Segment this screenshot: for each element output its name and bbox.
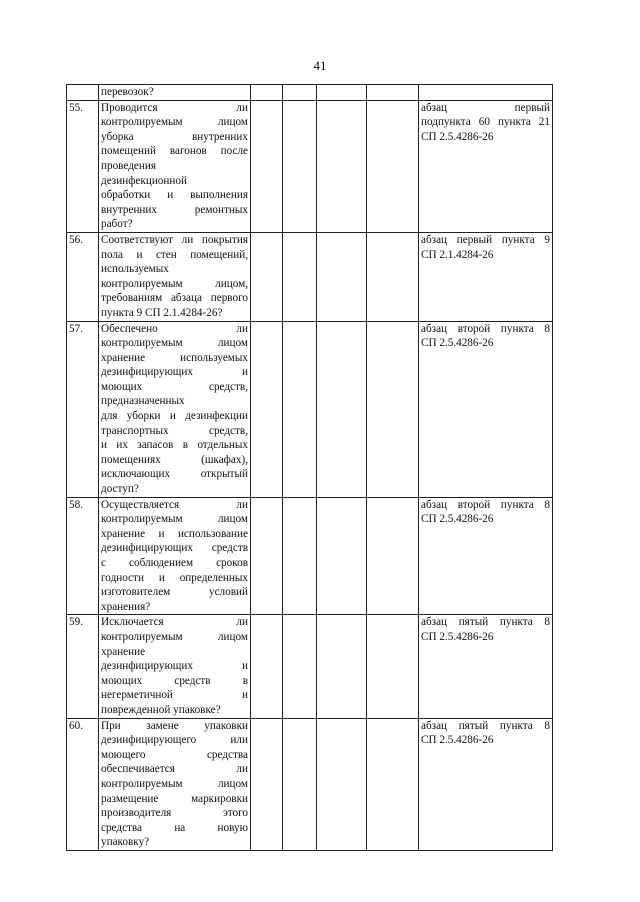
answer-no-cell[interactable] — [283, 615, 317, 718]
checklist-row — [67, 718, 553, 850]
page-number: 41 — [313, 58, 327, 73]
question-text — [99, 100, 251, 232]
answer-na-cell[interactable] — [317, 321, 367, 497]
question-line: моющих средств в — [101, 674, 248, 687]
question-line: исключающих открытый — [101, 468, 248, 481]
answer-na-cell[interactable] — [317, 615, 367, 718]
question-line: моющего средства — [101, 748, 248, 761]
question-line: средства на новую — [101, 821, 248, 834]
answer-yes-cell[interactable] — [251, 615, 283, 718]
question-line: обработки и выполнения — [101, 189, 248, 202]
question-line: работ? — [101, 218, 133, 231]
notes-cell[interactable] — [367, 497, 419, 615]
question-line: изготовителем условий — [101, 586, 248, 599]
question-text — [99, 718, 251, 850]
answer-no-cell[interactable] — [283, 85, 317, 101]
question-line: контролируемым лицом — [101, 513, 248, 526]
reference-line: СП 2.1.4284-26 — [421, 248, 494, 261]
continuation-row — [67, 85, 553, 101]
question-line: используемых — [101, 263, 169, 276]
question-line: моющих средств, — [101, 380, 248, 393]
answer-yes-cell[interactable] — [251, 497, 283, 615]
reference-line: подпункта 60 пункта 21 — [421, 116, 550, 129]
question-line: производителя этого — [101, 807, 248, 820]
item-number: 55. — [67, 100, 99, 232]
question-line: дезинфекционной — [101, 174, 187, 187]
reference-line: СП 2.5.4286-26 — [421, 337, 494, 350]
question-line: внутренних ремонтных — [101, 203, 248, 216]
question-text — [99, 232, 251, 321]
question-line: Обеспечено ли — [101, 322, 248, 335]
question-line: упаковку? — [101, 836, 150, 849]
question-text — [99, 321, 251, 497]
answer-na-cell[interactable] — [317, 85, 367, 101]
reference-line: СП 2.5.4286-26 — [421, 630, 494, 643]
reference-line: СП 2.5.4286-26 — [421, 513, 494, 526]
question-line: годности и определенных — [101, 571, 248, 584]
question-line: контролируемым лицом — [101, 630, 248, 643]
continuation-reference-cell — [419, 85, 553, 101]
question-line: предназначенных — [101, 395, 185, 408]
question-line: дезинфицирующих и — [101, 660, 248, 673]
notes-cell[interactable] — [367, 232, 419, 321]
continuation-number-cell — [67, 85, 99, 101]
requirement-reference — [419, 615, 553, 718]
requirement-reference — [419, 232, 553, 321]
question-line: Проводится ли — [101, 101, 248, 114]
question-line: обеспечивается ли — [101, 763, 248, 776]
answer-yes-cell[interactable] — [251, 100, 283, 232]
notes-cell[interactable] — [367, 100, 419, 232]
notes-cell[interactable] — [367, 85, 419, 101]
question-line: дезинфицирующего или — [101, 734, 248, 747]
question-line: дезинфицирующих и — [101, 366, 248, 379]
reference-line: абзац первый — [421, 101, 550, 114]
question-line: Исключается ли — [101, 616, 248, 629]
requirement-reference — [419, 718, 553, 850]
continuation-question-cell: перевозок? — [99, 85, 251, 101]
notes-cell[interactable] — [367, 718, 419, 850]
checklist-row — [67, 321, 553, 497]
answer-no-cell[interactable] — [283, 718, 317, 850]
answer-na-cell[interactable] — [317, 100, 367, 232]
answer-no-cell[interactable] — [283, 100, 317, 232]
requirement-reference — [419, 321, 553, 497]
question-text — [99, 615, 251, 718]
question-line: размещение маркировки — [101, 792, 248, 805]
question-line: помещений вагонов после — [101, 145, 248, 158]
question-line: контролируемым лицом — [101, 337, 248, 350]
question-line: и их запасов в отдельных — [101, 439, 248, 452]
question-line: хранение используемых — [101, 351, 248, 364]
question-line: негерметичной и — [101, 689, 248, 702]
checklist-row — [67, 232, 553, 321]
reference-line: СП 2.5.4286-26 — [421, 130, 494, 143]
item-number: 60. — [67, 718, 99, 850]
answer-na-cell[interactable] — [317, 232, 367, 321]
question-line: Осуществляется ли — [101, 498, 248, 511]
notes-cell[interactable] — [367, 615, 419, 718]
reference-line: абзац второй пункта 8 — [421, 322, 550, 335]
reference-line: абзац первый пункта 9 — [421, 233, 550, 246]
reference-line: абзац второй пункта 8 — [421, 498, 550, 511]
question-line: доступ? — [101, 483, 139, 496]
question-line: требованиям абзаца первого — [101, 292, 248, 305]
answer-na-cell[interactable] — [317, 497, 367, 615]
question-line: хранения? — [101, 600, 151, 613]
checklist-row — [67, 497, 553, 615]
answer-no-cell[interactable] — [283, 497, 317, 615]
question-line: Соответствуют ли покрытия — [101, 233, 248, 246]
answer-yes-cell[interactable] — [251, 85, 283, 101]
item-number: 57. — [67, 321, 99, 497]
reference-line: абзац пятый пункта 8 — [421, 719, 550, 732]
answer-yes-cell[interactable] — [251, 232, 283, 321]
question-line: проведения — [101, 159, 156, 172]
requirement-reference — [419, 497, 553, 615]
question-line: с соблюдением сроков — [101, 557, 248, 569]
item-number: 56. — [67, 232, 99, 321]
requirement-reference — [419, 100, 553, 232]
question-text — [99, 497, 251, 615]
question-line: контролируемым лицом — [101, 116, 248, 129]
question-line: хранение — [101, 645, 146, 658]
question-line: хранение и использование — [101, 527, 248, 540]
answer-no-cell[interactable] — [283, 232, 317, 321]
question-line: помещениях (шкафах), — [101, 453, 248, 466]
answer-yes-cell[interactable] — [251, 718, 283, 850]
checklist-row — [67, 615, 553, 718]
question-line: пола и стен помещений, — [101, 248, 248, 261]
question-line: транспортных средств, — [101, 424, 248, 437]
answer-na-cell[interactable] — [317, 718, 367, 850]
question-line: поврежденной упаковке? — [101, 703, 221, 716]
checklist-table — [66, 84, 553, 851]
question-line: дезинфицирующих средств — [101, 542, 248, 555]
item-number: 59. — [67, 615, 99, 718]
answer-yes-cell[interactable] — [251, 321, 283, 497]
item-number: 58. — [67, 497, 99, 615]
reference-line: абзац пятый пункта 8 — [421, 616, 550, 629]
question-line: для уборки и дезинфекции — [101, 410, 248, 423]
question-line: контролируемым лицом — [101, 777, 248, 790]
reference-line: СП 2.5.4286-26 — [421, 734, 494, 747]
question-line: пункта 9 СП 2.1.4284-26? — [101, 306, 223, 319]
question-line: контролируемым лицом, — [101, 277, 248, 290]
checklist-row — [67, 100, 553, 232]
notes-cell[interactable] — [367, 321, 419, 497]
question-line: уборка внутренних — [101, 130, 248, 143]
answer-no-cell[interactable] — [283, 321, 317, 497]
question-line: При замене упаковки — [101, 719, 248, 732]
